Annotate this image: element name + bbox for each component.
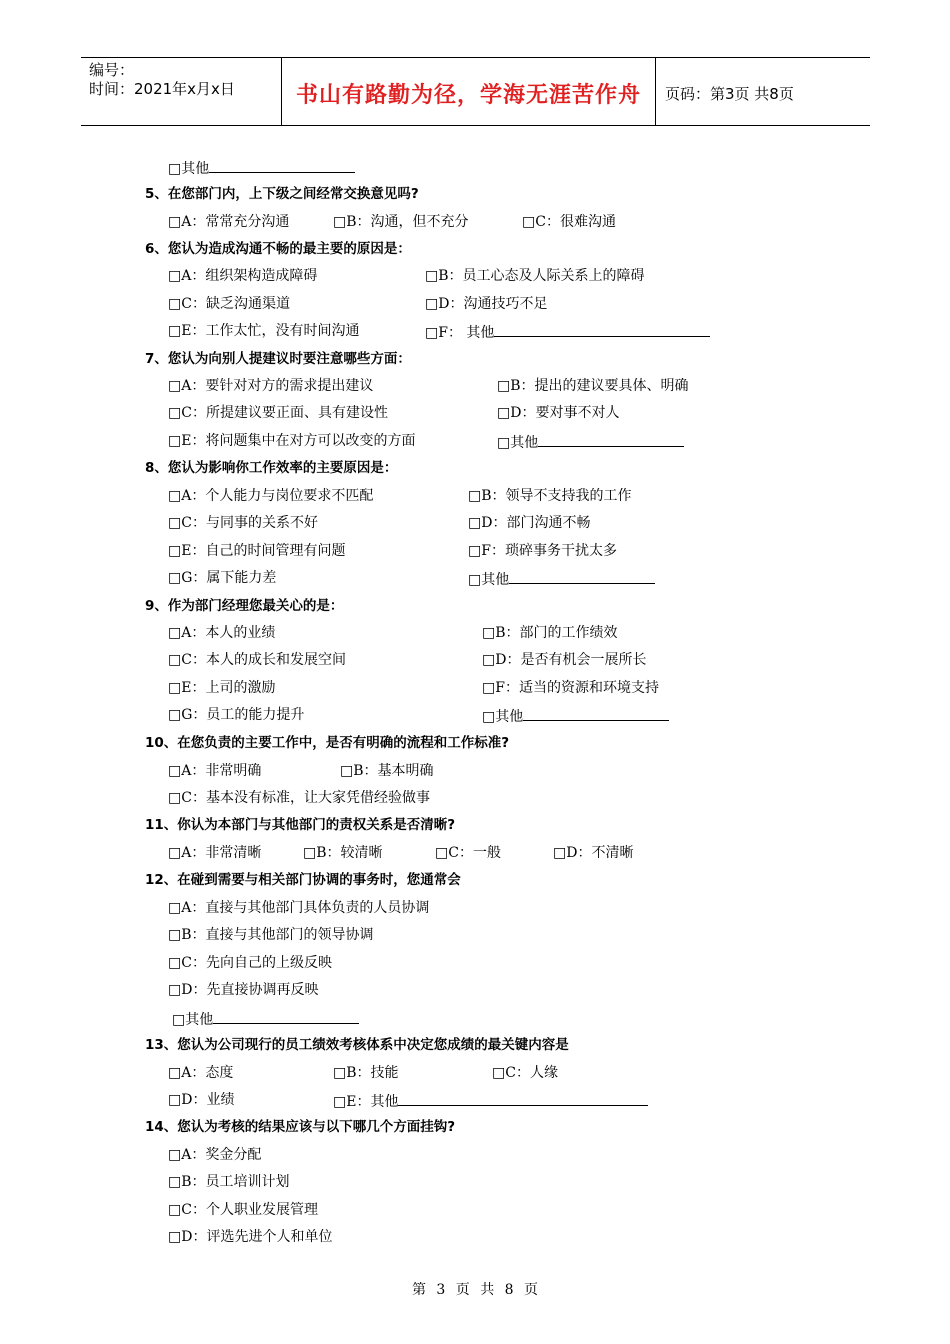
fill-in-blank[interactable] (209, 158, 355, 173)
q7-option-other[interactable]: □其他 (497, 432, 684, 452)
q4-option-other[interactable]: □其他 (168, 158, 355, 178)
question-7-title: 7、您认为向别人提建议时要注意哪些方面： (145, 351, 411, 367)
q8-option-c[interactable]: □C：与同事的关系不好 (168, 515, 318, 531)
q12-option-d[interactable]: □D：先直接协调再反映 (168, 982, 319, 998)
q7-option-e[interactable]: □E：将问题集中在对方可以改变的方面 (168, 433, 416, 449)
document-header (81, 57, 870, 126)
q13-option-b[interactable]: □B：技能 (333, 1065, 399, 1081)
q8-option-f[interactable]: □F：琐碎事务干扰太多 (468, 543, 617, 559)
q9-option-d[interactable]: □D：是否有机会一展所长 (482, 652, 647, 668)
question-5-title: 5、在您部门内，上下级之间经常交换意见吗? (145, 186, 419, 202)
q6-option-d[interactable]: □D：沟通技巧不足 (425, 296, 548, 312)
q12-option-a[interactable]: □A：直接与其他部门具体负责的人员协调 (168, 900, 430, 916)
q9-option-e[interactable]: □E：上司的激励 (168, 680, 276, 696)
q5-option-b[interactable]: □B：沟通，但不充分 (333, 214, 469, 230)
header-motto: 书山有路勤为径，学海无涯苦作舟 (295, 83, 641, 108)
document-time-label: 时间：2021年x月x日 (89, 80, 235, 98)
q8-option-b[interactable]: □B：领导不支持我的工作 (468, 488, 632, 504)
q9-option-a[interactable]: □A：本人的业绩 (168, 625, 276, 641)
q14-option-a[interactable]: □A：奖金分配 (168, 1147, 262, 1163)
q11-option-a[interactable]: □A：非常清晰 (168, 845, 262, 861)
q7-option-d[interactable]: □D：要对事不对人 (497, 405, 620, 421)
q13-option-c[interactable]: □C：人缘 (492, 1065, 558, 1081)
q5-option-a[interactable]: □A：常常充分沟通 (168, 214, 290, 230)
question-10-title: 10、在您负责的主要工作中，是否有明确的流程和工作标准? (145, 735, 510, 751)
q10-option-c[interactable]: □C：基本没有标准，让大家凭借经验做事 (168, 790, 430, 806)
fill-in-blank[interactable] (213, 1009, 359, 1024)
q10-option-a[interactable]: □A：非常明确 (168, 763, 262, 779)
q12-option-other[interactable]: □其他 (172, 1009, 359, 1029)
q6-option-f[interactable]: □F： 其他 (425, 322, 710, 342)
header-page-info: 页码：第3页 共8页 (665, 85, 794, 103)
q7-option-b[interactable]: □B：提出的建议要具体、明确 (497, 378, 689, 394)
q8-option-e[interactable]: □E：自己的时间管理有问题 (168, 543, 346, 559)
q11-option-d[interactable]: □D：不清晰 (553, 845, 634, 861)
q8-option-other[interactable]: □其他 (468, 569, 655, 589)
page-footer: 第 3 页 共 8 页 (411, 1282, 539, 1298)
header-meta (89, 61, 235, 99)
q9-option-c[interactable]: □C：本人的成长和发展空间 (168, 652, 346, 668)
q13-option-a[interactable]: □A：态度 (168, 1065, 234, 1081)
q7-option-c[interactable]: □C：所提建议要正面、具有建设性 (168, 405, 388, 421)
q9-option-f[interactable]: □F：适当的资源和环境支持 (482, 680, 659, 696)
q8-option-g[interactable]: □G：属下能力差 (168, 570, 277, 586)
document-number-label: 编号： (89, 61, 135, 79)
q14-option-b[interactable]: □B：员工培训计划 (168, 1174, 290, 1190)
q11-option-c[interactable]: □C：一般 (435, 845, 501, 861)
q13-option-d[interactable]: □D：业绩 (168, 1092, 235, 1108)
q11-option-b[interactable]: □B：较清晰 (303, 845, 383, 861)
q6-option-b[interactable]: □B：员工心态及人际关系上的障碍 (425, 268, 645, 284)
question-14-title: 14、您认为考核的结果应该与以下哪几个方面挂钩? (145, 1119, 456, 1135)
question-9-title: 9、作为部门经理您最关心的是： (145, 598, 344, 614)
q9-option-g[interactable]: □G：员工的能力提升 (168, 707, 305, 723)
question-13-title: 13、您认为公司现行的员工绩效考核体系中决定您成绩的最关键内容是 (145, 1037, 569, 1053)
question-8-title: 8、您认为影响你工作效率的主要原因是： (145, 460, 398, 476)
q14-option-c[interactable]: □C：个人职业发展管理 (168, 1202, 318, 1218)
fill-in-blank[interactable] (494, 322, 710, 337)
q8-option-d[interactable]: □D：部门沟通不畅 (468, 515, 591, 531)
header-divider (655, 58, 656, 125)
q13-option-e[interactable]: □E：其他 (333, 1091, 648, 1111)
q10-option-b[interactable]: □B：基本明确 (340, 763, 434, 779)
q6-option-c[interactable]: □C：缺乏沟通渠道 (168, 296, 290, 312)
q12-option-c[interactable]: □C：先向自己的上级反映 (168, 955, 332, 971)
fill-in-blank[interactable] (509, 569, 655, 584)
q5-option-c[interactable]: □C：很难沟通 (522, 214, 616, 230)
q9-option-other[interactable]: □其他 (482, 706, 669, 726)
question-11-title: 11、你认为本部门与其他部门的责权关系是否清晰? (145, 817, 456, 833)
question-12-title: 12、在碰到需要与相关部门协调的事务时，您通常会 (145, 872, 461, 888)
fill-in-blank[interactable] (398, 1091, 648, 1106)
question-6-title: 6、您认为造成沟通不畅的最主要的原因是： (145, 241, 411, 257)
q14-option-d[interactable]: □D：评选先进个人和单位 (168, 1229, 333, 1245)
fill-in-blank[interactable] (523, 706, 669, 721)
q12-option-b[interactable]: □B：直接与其他部门的领导协调 (168, 927, 374, 943)
q6-option-e[interactable]: □E：工作太忙，没有时间沟通 (168, 323, 360, 339)
q7-option-a[interactable]: □A：要针对对方的需求提出建议 (168, 378, 374, 394)
q9-option-b[interactable]: □B：部门的工作绩效 (482, 625, 618, 641)
fill-in-blank[interactable] (538, 432, 684, 447)
q6-option-a[interactable]: □A：组织架构造成障碍 (168, 268, 318, 284)
q8-option-a[interactable]: □A：个人能力与岗位要求不匹配 (168, 488, 374, 504)
